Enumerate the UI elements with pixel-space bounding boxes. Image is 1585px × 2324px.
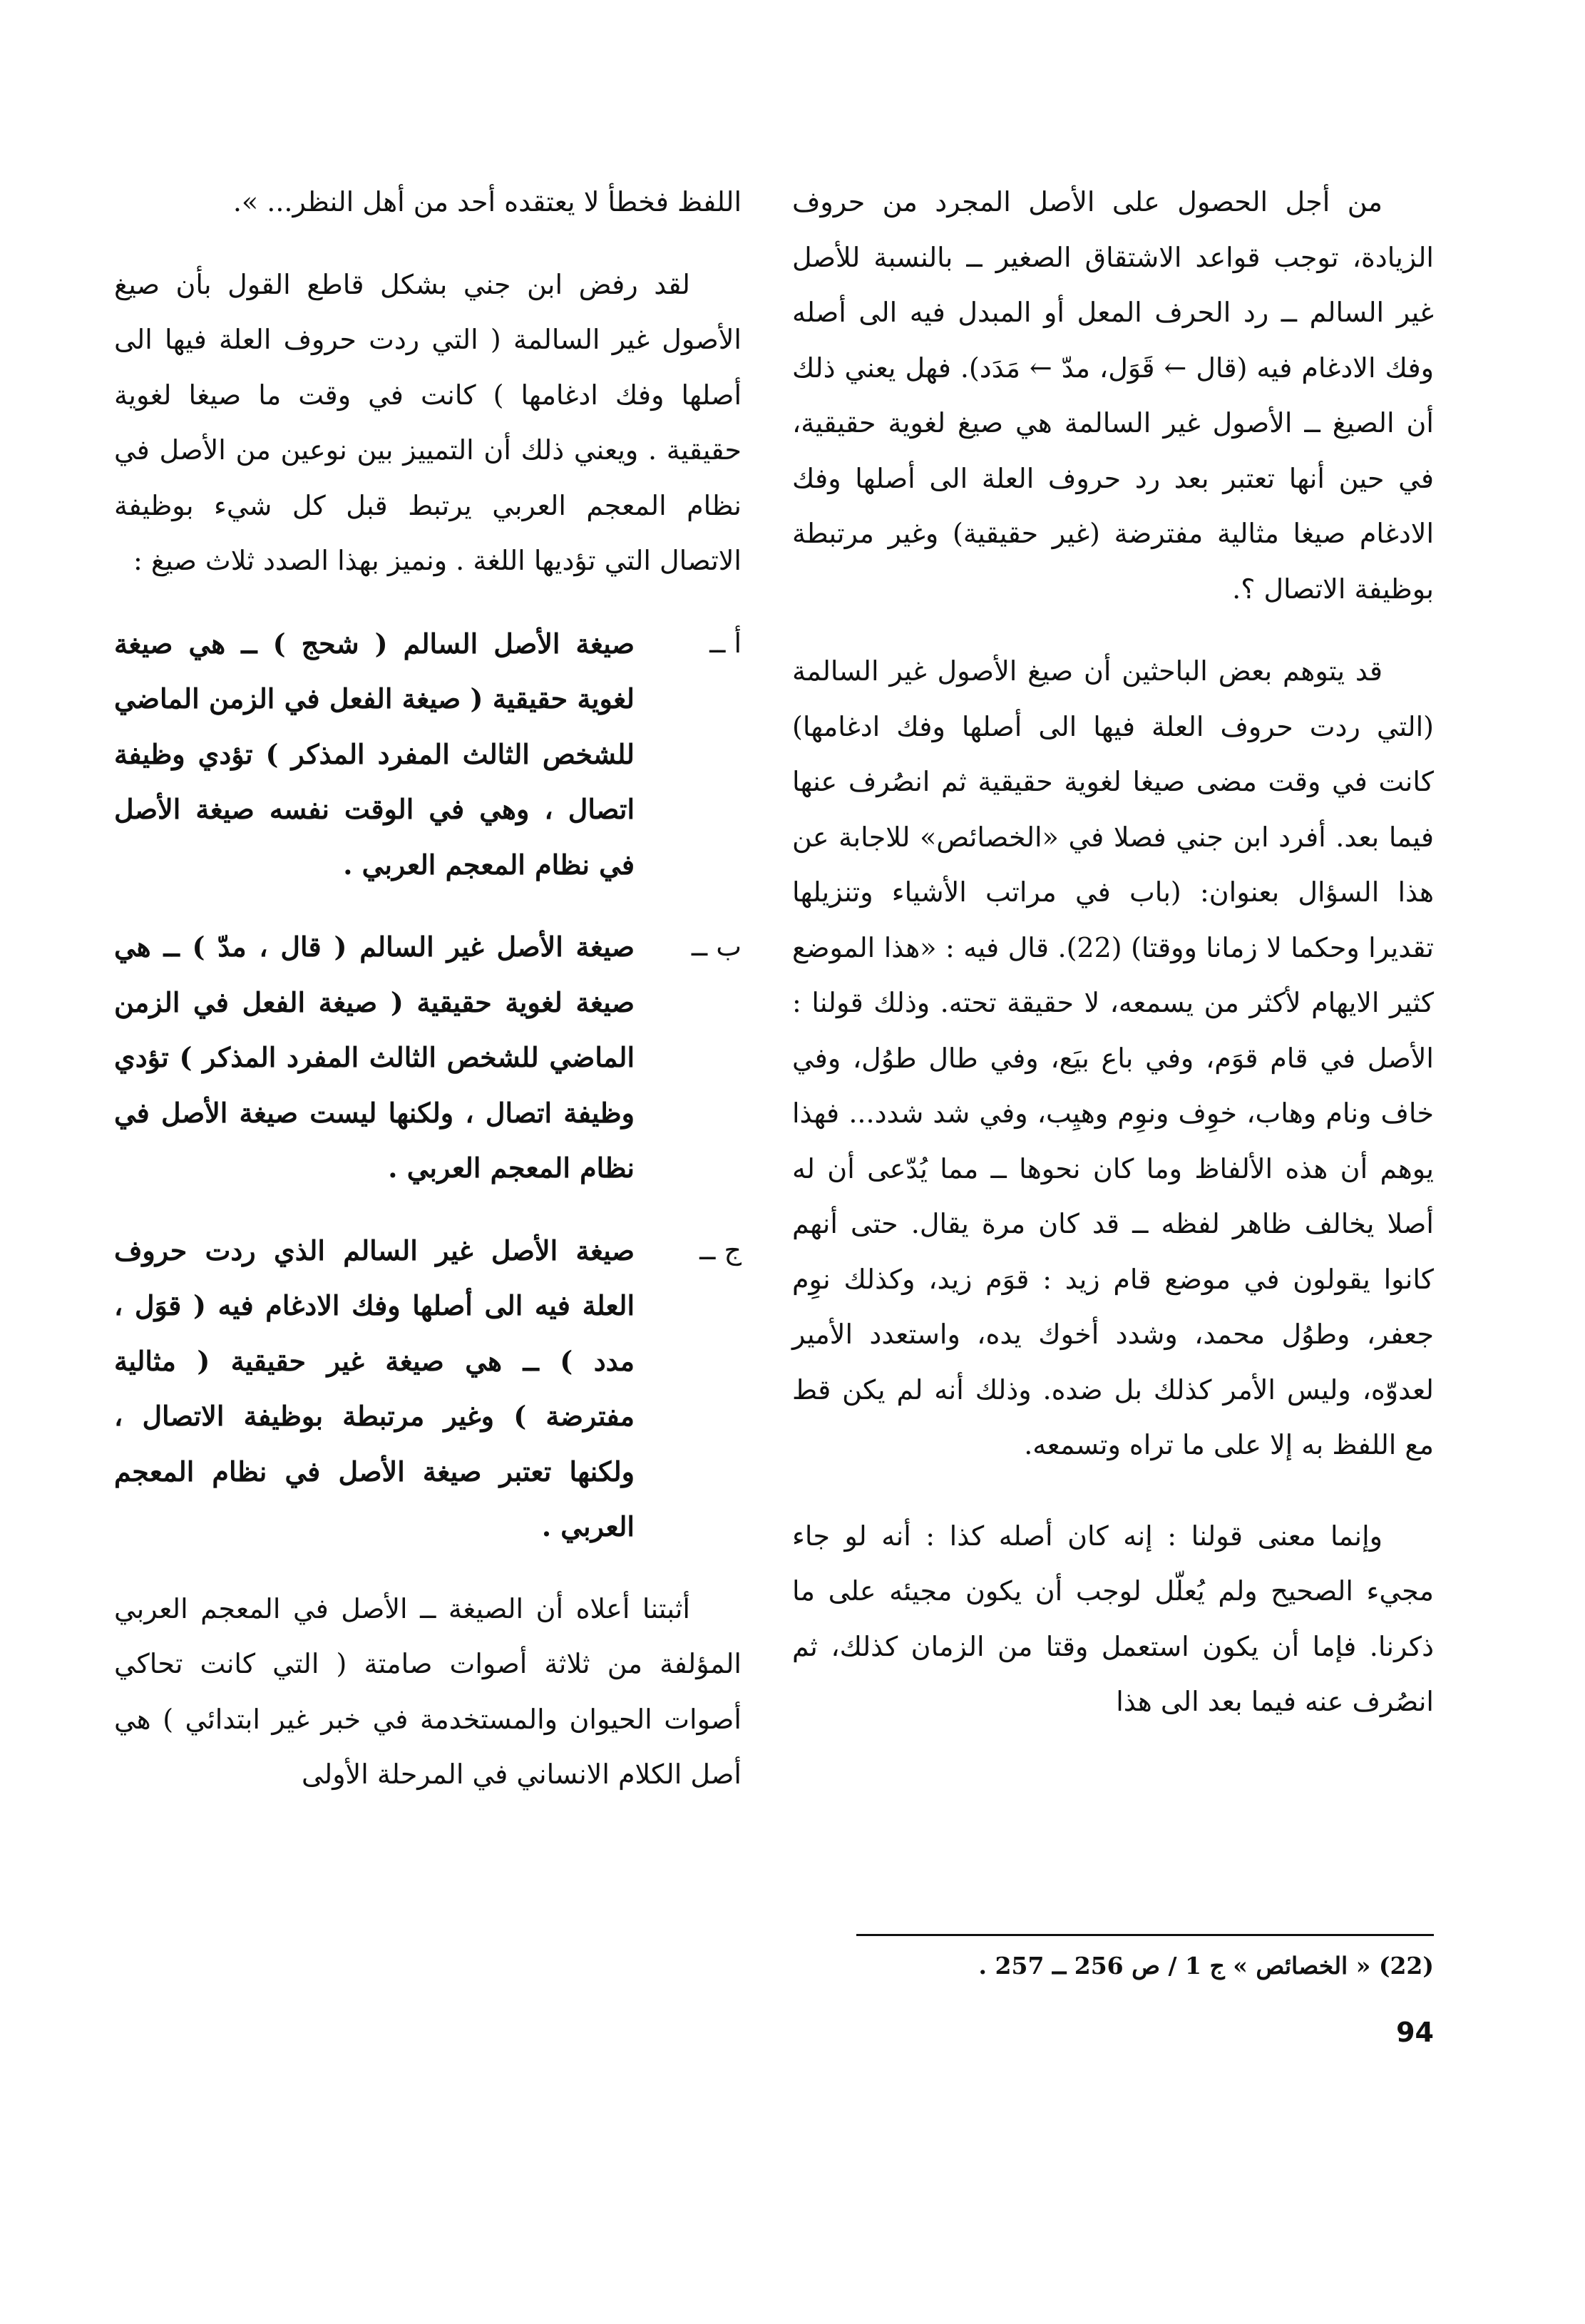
intro-paragraph: لقد رفض ابن جني بشكل قاطع القول بأن صيغ الأصول غير السالمة ( التي ردت حروف العلة فيها الى أصلها وفك ادغامها ) كانت في وقت ما صيغا لغوية حقيقية . ويعني ذلك أن التمييز بين نوعين من الأصل في نظام المعجم العربي يرتبط قبل كل شيء بوظيفة الاتصال التي تؤديها اللغة . ونميز بهذا الصدد ثلاث صيغ :: [114, 268, 742, 576]
paragraph-1: من أجل الحصول على الأصل المجرد من حروف الزيادة، توجب قواعد الاشتقاق الصغير ــ بالنسبة للأصل غير السالم ــ رد الحرف المعل أو المبدل فيه الى أصله وفك الادغام فيه (قال ← قَوَل، مدّ ← مَدَد). فهل يعني ذلك أن الصيغ ــ الأصول غير السالمة هي صيغ لغوية حقيقية، في حين أنها تعتبر بعد رد حروف العلة الى أصلها وفك الادغام صيغا مثالية مفترضة (غير حقيقية) وغير مرتبطة بوظيفة الاتصال ؟.: [792, 186, 1434, 605]
right-column: [792, 175, 1434, 1730]
paragraph-3: وإنما معنى قولنا : إنه كان أصله كذا : أنه لو جاء مجيء الصحيح ولم يُعلّل لوجب أن يكون مجيئه على ما ذكرنا. فإما أن يكون استعمل وقتا من الزمان كذلك، ثم انصُرف عنه فيما بعد الى هذا: [792, 1520, 1434, 1717]
list-text-a: صيغة الأصل السالم ( شحج ) ــ هي صيغة لغوية حقيقية ( صيغة الفعل في الزمن الماضي للشخص الثالث المفرد المذكر ) تؤدي وظيفة اتصال ، وهي في الوقت نفسه صيغة الأصل في نظام المعجم العربي .: [114, 627, 635, 881]
list-marker-b: ب ــ: [691, 931, 742, 962]
paragraph-2: قد يتوهم بعض الباحثين أن صيغ الأصول غير السالمة (التي ردت حروف العلة فيها الى أصلها وفك ادغامها) كانت في وقت مضى صيغا لغوية حقيقية ثم انصُرف عنها فيما بعد. أفرد ابن جني فصلا في «الخصائص» للاجابة عن هذا السؤال بعنوان: (باب في مراتب الأشياء وتنزيلها تقديرا وحكما لا زمانا ووقتا) (22). قال فيه : «هذا الموضع كثير الايهام لأكثر من يسمعه، لا حقيقة تحته. وذلك قولنا : الأصل في قام قوَم، وفي باع بيَع، وفي طال طوُل، وفي خاف ونام وهاب، خوِف ونوِم وهيِب، وفي شد شدد... فهذا يوهم أن هذه الألفاظ وما كان نحوها ــ مما يُدّعى أن له أصلا يخالف ظاهر لفظه ــ قد كان مرة يقال. حتى أنهم كانوا يقولون في موضع قام زيد : قوَم زيد، وكذلك نوِم جعفر، وطوُل محمد، وشدد أخوك يده، واستعدد الأمير لعدوّه، وليس الأمر كذلك بل ضده. وذلك أنه لم يكن قط مع اللفظ به إلا على ما تراه وتسمعه.: [792, 655, 1434, 1460]
list-marker-c: ج ــ: [699, 1234, 742, 1266]
list-item-a: [114, 616, 742, 893]
closing-paragraph: أثبتنا أعلاه أن الصيغة ــ الأصل في المعجم العربي المؤلفة من ثلاثة أصوات صامتة ( التي كانت تحاكي أصوات الحيوان والمستخدمة في خبر غير ابتدائي ) هي أصل الكلام الانساني في المرحلة الأولى: [114, 1592, 742, 1790]
footnote-divider: [856, 1934, 1434, 1936]
left-column: [114, 175, 742, 1803]
list-marker-a: أ ــ: [709, 627, 742, 659]
list-item-b: [114, 919, 742, 1196]
list-text-c: صيغة الأصل غير السالم الذي ردت حروف العلة فيه الى أصلها وفك الادغام فيه ( قوَل ، مدد ) ــ هي صيغة غير حقيقية ( مثالية مفترضة ) وغير مرتبطة بوظيفة الاتصال ، ولكنها تعتبر صيغة الأصل في نظام المعجم العربي .: [114, 1234, 635, 1542]
opening-line: اللفظ فخطأ لا يعتقده أحد من أهل النظر... ».: [232, 186, 742, 217]
page-number: 94: [1396, 2017, 1434, 2048]
list-text-b: صيغة الأصل غير السالم ( قال ، مدّ ) ــ هي صيغة لغوية حقيقية ( صيغة الفعل في الزمن الماضي للشخص الثالث المفرد المذكر ) تؤدي وظيفة اتصال ، ولكنها ليست صيغة الأصل في نظام المعجم العربي .: [114, 931, 635, 1184]
footnote: (22) « الخصائص » ج 1 / ص 256 ــ 257 .: [978, 1952, 1434, 1980]
list-item-c: [114, 1223, 742, 1555]
